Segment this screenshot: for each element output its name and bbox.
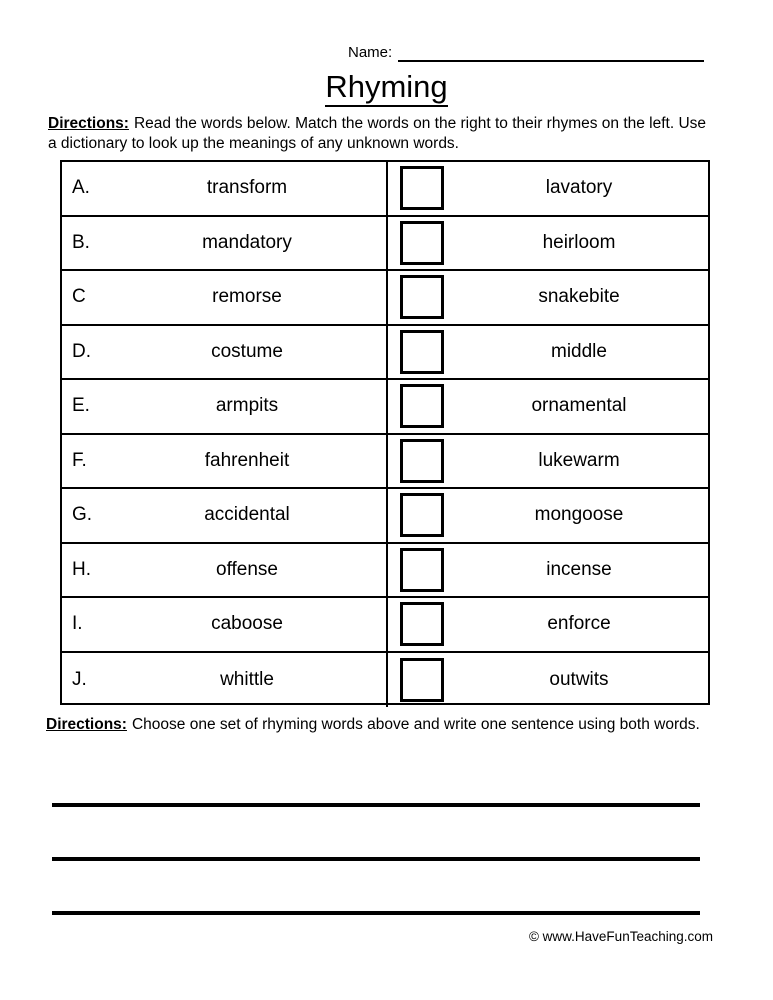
left-word: whittle	[220, 668, 274, 690]
table-cell-right	[388, 653, 708, 708]
right-word: lavatory	[545, 177, 613, 199]
page-title	[0, 68, 773, 106]
table-cell-left	[62, 217, 388, 270]
table-cell-right	[388, 326, 708, 379]
name-field-row	[348, 44, 704, 62]
name-label: Name:	[348, 44, 393, 61]
row-letter: G.	[72, 504, 93, 526]
row-letter: D.	[72, 340, 91, 362]
right-word: middle	[551, 340, 607, 362]
name-input-blank[interactable]	[398, 44, 704, 62]
table-cell-left	[62, 653, 388, 708]
table-row	[62, 489, 708, 544]
table-row	[62, 598, 708, 653]
matching-table	[60, 160, 710, 705]
right-word: snakebite	[538, 286, 620, 308]
answer-line-3[interactable]	[52, 911, 700, 915]
left-word: caboose	[211, 613, 283, 635]
left-word: accidental	[204, 504, 290, 526]
table-row	[62, 653, 708, 708]
table-cell-right	[388, 598, 708, 651]
row-letter: C	[72, 286, 86, 308]
answer-checkbox[interactable]	[400, 166, 444, 210]
table-cell-right	[388, 380, 708, 433]
directions-bottom	[46, 715, 716, 735]
table-cell-right	[388, 489, 708, 542]
table-cell-left	[62, 435, 388, 488]
directions-bottom-label: Directions:	[46, 716, 127, 733]
directions-top	[48, 114, 714, 154]
row-letter: B.	[72, 231, 90, 253]
row-letter: H.	[72, 558, 91, 580]
table-cell-left	[62, 489, 388, 542]
right-word: enforce	[547, 613, 611, 635]
table-row	[62, 217, 708, 272]
answer-line-2[interactable]	[52, 857, 700, 861]
answer-checkbox[interactable]	[400, 221, 444, 265]
answer-line-1[interactable]	[52, 803, 700, 807]
table-cell-left	[62, 380, 388, 433]
answer-checkbox[interactable]	[400, 275, 444, 319]
answer-checkbox[interactable]	[400, 384, 444, 428]
left-word: mandatory	[202, 231, 292, 253]
table-row	[62, 326, 708, 381]
left-word: costume	[211, 340, 283, 362]
table-cell-right	[388, 544, 708, 597]
directions-top-label: Directions:	[48, 115, 129, 132]
table-cell-left	[62, 544, 388, 597]
row-letter: E.	[72, 395, 90, 417]
table-row	[62, 162, 708, 217]
table-cell-left	[62, 271, 388, 324]
left-word: remorse	[212, 286, 282, 308]
right-word: mongoose	[534, 504, 624, 526]
table-cell-right	[388, 217, 708, 270]
right-word: ornamental	[531, 395, 627, 417]
directions-top-text: Read the words below. Match the words on the right to their rhymes on the left. Use a dictionary to look up the meanings of any unknown words.	[48, 115, 707, 152]
answer-checkbox[interactable]	[400, 602, 444, 646]
answer-checkbox[interactable]	[400, 439, 444, 483]
answer-checkbox[interactable]	[400, 658, 444, 702]
table-cell-left	[62, 326, 388, 379]
footer-copyright: © www.HaveFunTeaching.com	[528, 929, 713, 944]
left-word: armpits	[215, 395, 279, 417]
answer-checkbox[interactable]	[400, 493, 444, 537]
table-cell-left	[62, 162, 388, 215]
right-word: incense	[546, 558, 612, 580]
directions-bottom-text: Choose one set of rhyming words above and write one sentence using both words.	[131, 716, 700, 733]
row-letter: I.	[72, 613, 83, 635]
table-cell-right	[388, 271, 708, 324]
table-row	[62, 271, 708, 326]
table-row	[62, 435, 708, 490]
right-word: outwits	[549, 668, 609, 690]
row-letter: A.	[72, 177, 90, 199]
answer-checkbox[interactable]	[400, 548, 444, 592]
row-letter: J.	[72, 668, 87, 690]
table-row	[62, 380, 708, 435]
row-letter: F.	[72, 449, 87, 471]
answer-checkbox[interactable]	[400, 330, 444, 374]
left-word: transform	[206, 177, 288, 199]
table-cell-right	[388, 162, 708, 215]
left-word: offense	[216, 558, 278, 580]
right-word: heirloom	[542, 231, 616, 253]
table-row	[62, 544, 708, 599]
table-cell-left	[62, 598, 388, 651]
table-cell-right	[388, 435, 708, 488]
left-word: fahrenheit	[204, 449, 290, 471]
page-title-text: Rhyming	[325, 69, 447, 107]
right-word: lukewarm	[538, 449, 620, 471]
